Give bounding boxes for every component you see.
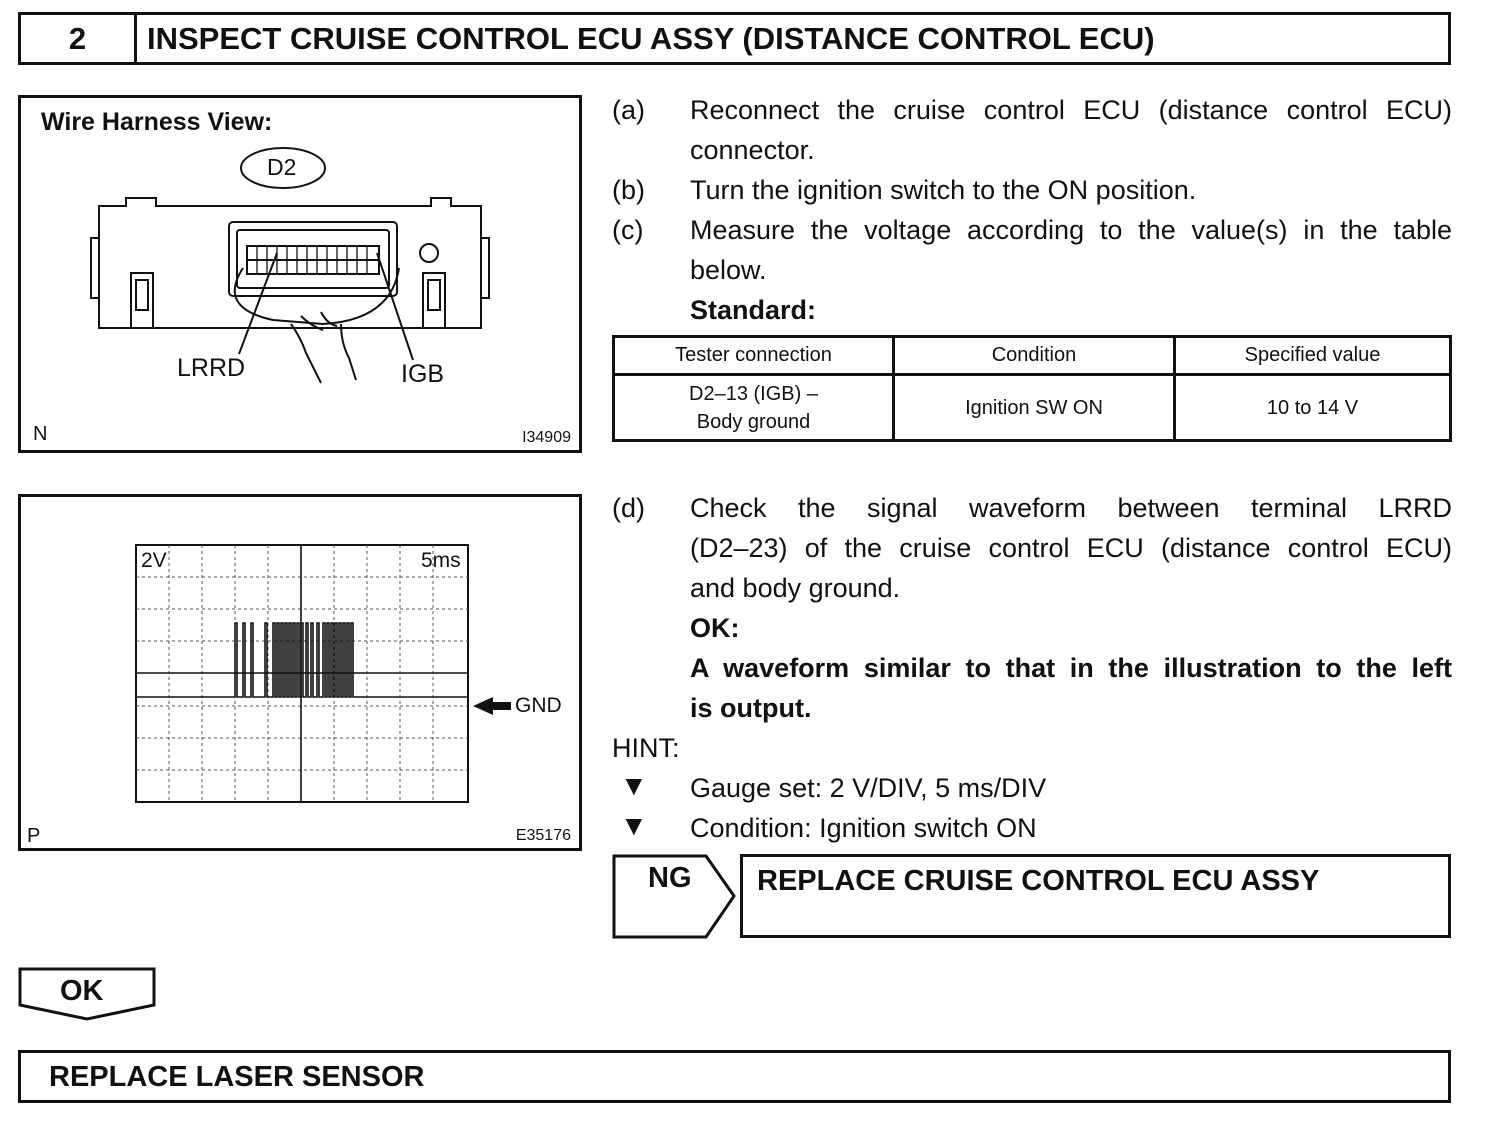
ok-label: OK: [60, 975, 104, 1007]
step-a-label: (a): [612, 95, 645, 125]
ok-criteria-line-2: is output.: [690, 693, 812, 723]
table-cell-connection: D2–13 (IGB) – Body ground: [614, 375, 894, 441]
standard-label: Standard:: [690, 295, 817, 325]
terminal-label-igb: IGB: [401, 360, 445, 388]
ok-criteria-label: OK:: [690, 613, 740, 643]
step-b-line-1: Turn the ignition switch to the ON position.: [690, 175, 1197, 205]
figure-corner-letter: N: [33, 423, 48, 445]
final-action: REPLACE LASER SENSOR: [49, 1061, 425, 1093]
table-cell-condition: Ignition SW ON: [894, 375, 1175, 441]
figure-corner-letter: P: [27, 825, 41, 847]
hint-item: Condition: Ignition switch ON: [690, 813, 1037, 843]
step-d-line-1: Check the signal waveform between terminal LRRD: [690, 493, 1452, 523]
table-header: Condition: [894, 337, 1175, 375]
ng-tag: [612, 854, 737, 939]
final-action-box: [18, 1050, 1451, 1103]
step-title: INSPECT CRUISE CONTROL ECU ASSY (DISTANCE CONTROL ECU): [147, 20, 1155, 56]
table-header-row: [614, 337, 1451, 375]
table-header: Specified value: [1175, 337, 1451, 375]
ok-tag: [18, 967, 156, 1021]
figure-image-code: E35176: [515, 827, 571, 844]
step-c-label: (c): [612, 215, 644, 245]
standard-table: [612, 335, 1452, 442]
step-d-label: (d): [612, 493, 645, 523]
table-row: [614, 375, 1451, 441]
bullet-icon: ▼: [620, 810, 648, 841]
table-header: Tester connection: [614, 337, 894, 375]
ng-action-box: [740, 854, 1451, 938]
connector-label: D2: [267, 154, 297, 180]
hint-label: HINT:: [612, 733, 680, 763]
step-c-line-2: below.: [690, 255, 767, 285]
gnd-label: GND: [515, 694, 562, 717]
table-cell-value: 10 to 14 V: [1175, 375, 1451, 441]
bullet-icon: ▼: [620, 770, 648, 801]
step-a-line-1: Reconnect the cruise control ECU (distance control ECU): [690, 95, 1452, 125]
figure-image-code: I34909: [522, 429, 571, 446]
ok-criteria-line-1: A waveform similar to that in the illustration to the left: [690, 653, 1452, 683]
step-d-line-2: (D2–23) of the cruise control ECU (distance control ECU): [690, 533, 1452, 563]
terminal-label-lrrd: LRRD: [177, 354, 246, 382]
hint-item: Gauge set: 2 V/DIV, 5 ms/DIV: [690, 773, 1047, 803]
step-b-label: (b): [612, 175, 645, 205]
oscilloscope-screen: [21, 497, 579, 848]
step-number: 2: [21, 15, 137, 62]
step-c-line-1: Measure the voltage according to the value(s) in the table: [690, 215, 1452, 245]
ng-action: REPLACE CRUISE CONTROL ECU ASSY: [757, 865, 1320, 897]
volt-div-label: 2V: [141, 549, 167, 572]
time-div-label: 5ms: [421, 549, 461, 572]
step-d-line-3: and body ground.: [690, 573, 901, 603]
step-a-line-2: connector.: [690, 135, 815, 165]
waveform-figure: [18, 494, 582, 851]
connector-drawing: [21, 98, 579, 450]
ng-label: NG: [648, 862, 692, 894]
figure-heading: Wire Harness View:: [41, 108, 273, 136]
step-header: [18, 12, 1451, 65]
wire-harness-figure: [18, 95, 582, 453]
